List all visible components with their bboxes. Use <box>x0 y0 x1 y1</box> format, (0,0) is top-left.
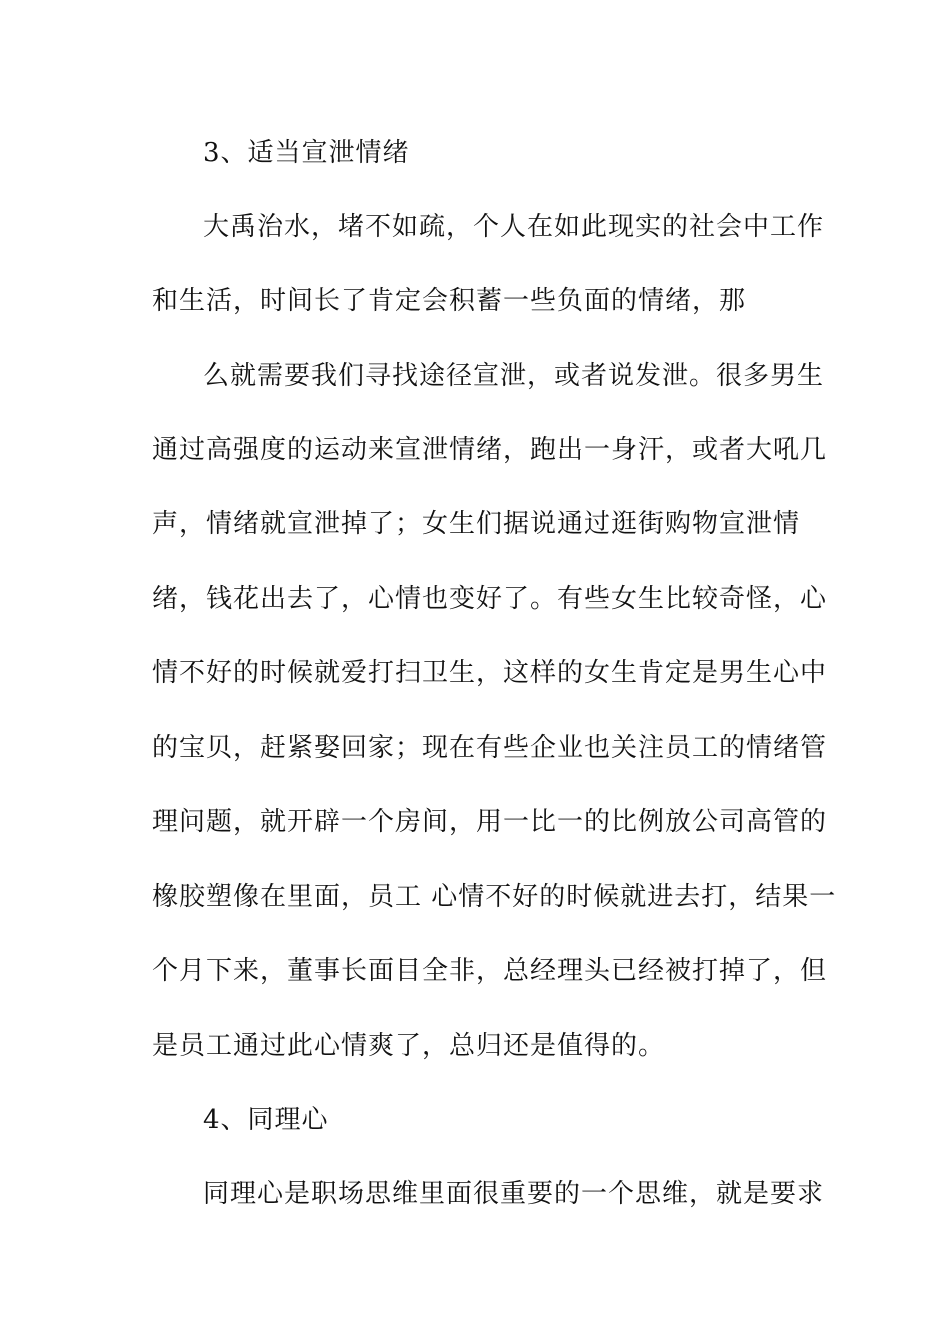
paragraph-line: 个月下来，董事长面目全非，总经理头已经被打掉了，但 <box>152 956 828 986</box>
paragraph-line: 么就需要我们寻找途径宣泄，或者说发泄。很多男生 <box>203 361 825 391</box>
paragraph-line: 大禹治水，堵不如疏，个人在如此现实的社会中工作 <box>203 212 825 242</box>
section-heading-3: 3、适当宣泄情绪 <box>203 138 410 168</box>
paragraph-line: 理问题，就开辟一个房间，用一比一的比例放公司高管的 <box>152 807 828 837</box>
section-heading-4: 4、同理心 <box>203 1105 329 1135</box>
paragraph-line: 绪，钱花出去了，心情也变好了。有些女生比较奇怪，心 <box>152 584 828 614</box>
paragraph-line: 的宝贝，赶紧娶回家；现在有些企业也关注员工的情绪管 <box>152 733 828 763</box>
paragraph-line: 通过高强度的运动来宣泄情绪，跑出一身汗，或者大吼几 <box>152 435 828 465</box>
paragraph-line: 是员工通过此心情爽了，总归还是值得的。 <box>152 1031 666 1061</box>
paragraph-line: 橡胶塑像在里面，员工 心情不好的时候就进去打，结果一 <box>152 882 837 912</box>
paragraph-line: 声，情绪就宣泄掉了；女生们据说通过逛街购物宣泄情 <box>152 509 801 539</box>
paragraph-line: 情不好的时候就爱打扫卫生，这样的女生肯定是男生心中 <box>152 658 828 688</box>
paragraph-line: 和生活，时间长了肯定会积蓄一些负面的情绪，那 <box>152 286 747 316</box>
paragraph-line: 同理心是职场思维里面很重要的一个思维，就是要求 <box>203 1179 825 1209</box>
